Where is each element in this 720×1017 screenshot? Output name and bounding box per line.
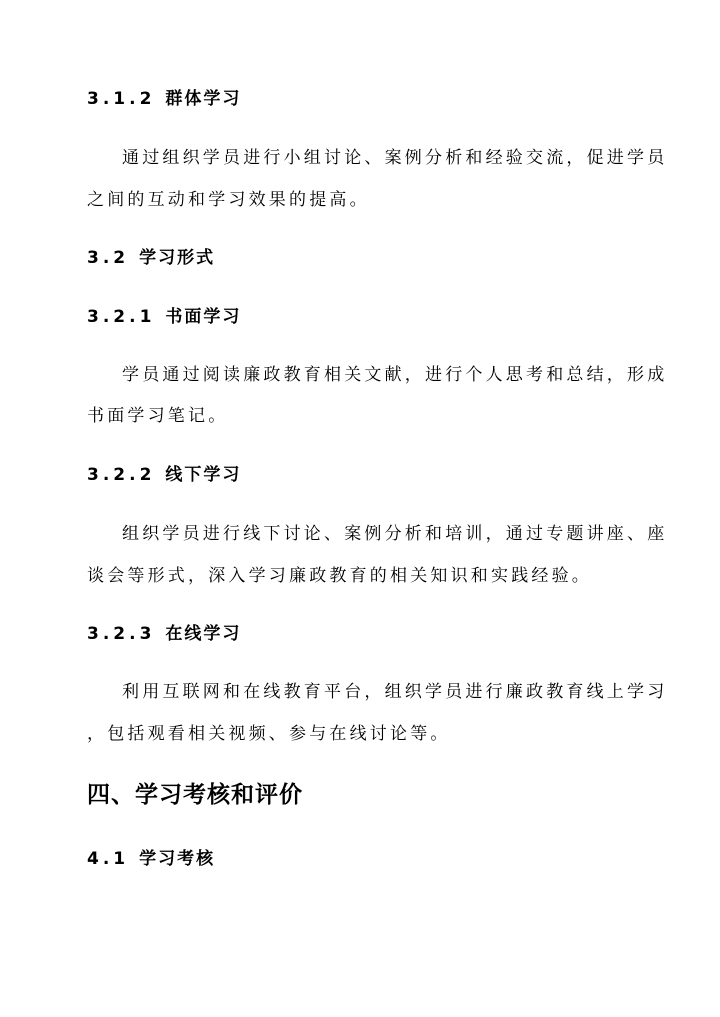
heading-3-2-1 — [87, 309, 647, 326]
paragraph-line: 谈会等形式，深入学习廉政教育的相关知识和实践经验。 — [87, 566, 592, 586]
heading-title: 学习形式 — [139, 248, 216, 268]
paragraph-line: ，包括观看相关视频、参与在线讨论等。 — [87, 724, 451, 744]
heading-4-1 — [87, 851, 647, 868]
heading-number: 4.1 — [87, 849, 130, 869]
paragraph-line: 利用互联网和在线教育平台，组织学员进行廉政教育线上学习 — [122, 682, 668, 702]
heading-3-2-3 — [87, 626, 647, 643]
heading-title: 线下学习 — [165, 465, 242, 485]
heading-number: 3.2.2 — [87, 465, 156, 485]
heading-3-2-2 — [87, 467, 647, 484]
heading-title: 在线学习 — [165, 624, 242, 644]
heading-number: 3.1.2 — [87, 89, 156, 109]
heading-number: 3.2.1 — [87, 307, 156, 327]
heading-number: 3.2 — [87, 248, 130, 268]
chapter-heading-4: 四、学习考核和评价 — [87, 782, 303, 808]
heading-title: 学习考核 — [139, 849, 216, 869]
paragraph-line: 学员通过阅读廉政教育相关文献，进行个人思考和总结，形成 — [122, 365, 668, 385]
heading-3-2 — [87, 250, 647, 267]
heading-3-1-2 — [87, 91, 647, 108]
heading-title: 书面学习 — [165, 307, 242, 327]
heading-title: 群体学习 — [165, 89, 242, 109]
paragraph-line: 组织学员进行线下讨论、案例分析和培训，通过专题讲座、座 — [122, 524, 668, 544]
paragraph-line: 之间的互动和学习效果的提高。 — [87, 190, 370, 210]
paragraph-line: 书面学习笔记。 — [87, 406, 229, 426]
paragraph-line: 通过组织学员进行小组讨论、案例分析和经验交流，促进学员 — [122, 148, 668, 168]
heading-number: 3.2.3 — [87, 624, 156, 644]
